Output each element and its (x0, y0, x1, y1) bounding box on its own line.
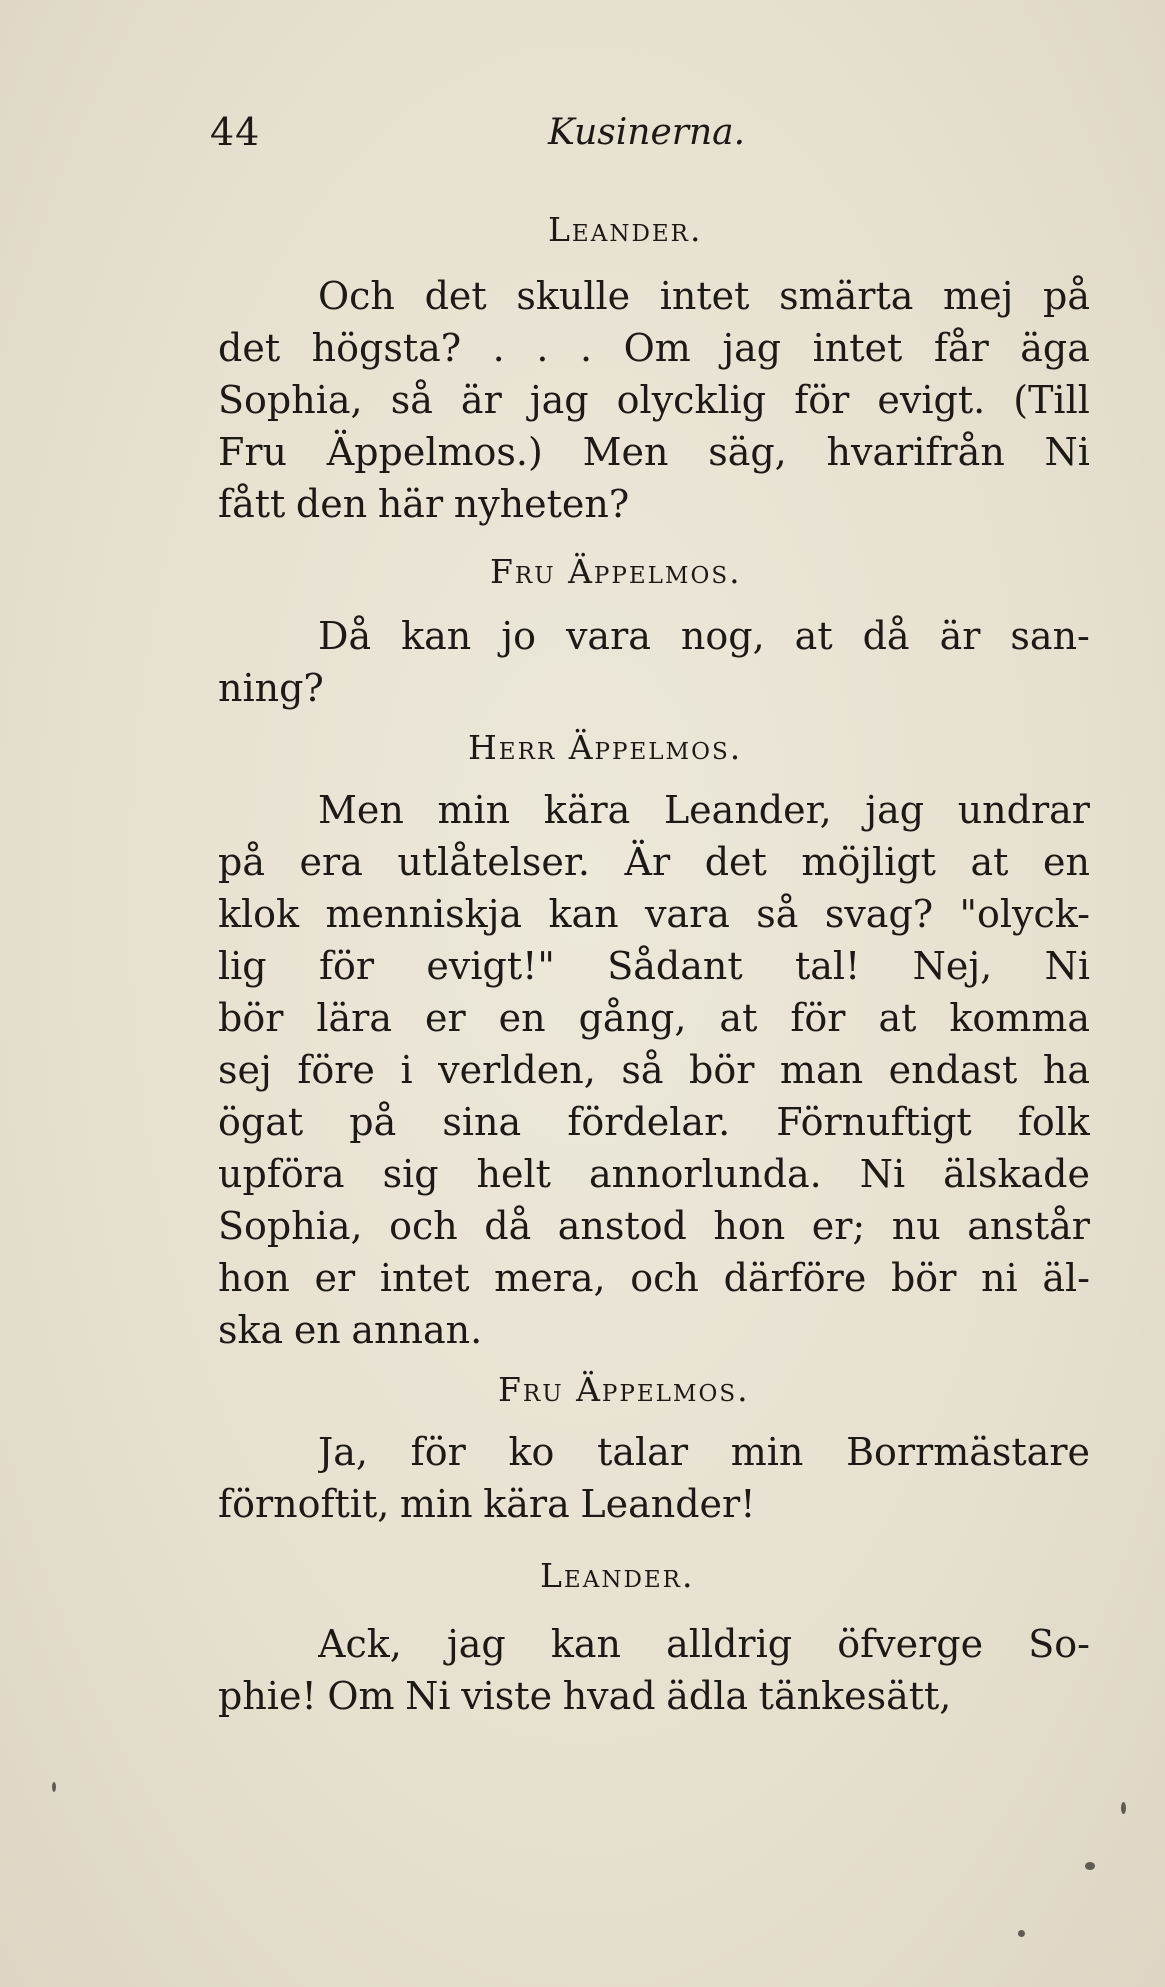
text-line: ska en annan. (218, 1308, 483, 1352)
text-line: upföra sig helt annorlunda. Ni älskade (218, 1152, 1090, 1196)
text-line: hon er intet mera, och därföre bör ni äl- (218, 1256, 1090, 1300)
text-line: fått den här nyheten? (218, 482, 630, 526)
text-line: ögat på sina fördelar. Förnuftigt folk (218, 1100, 1090, 1144)
speaker-heading: Herr Äppelmos. (468, 728, 743, 767)
ink-speck (1018, 1930, 1025, 1937)
text-line: Ja, för ko talar min Borrmästare (318, 1430, 1090, 1474)
speaker-heading: Fru Äppelmos. (490, 552, 742, 591)
speaker-heading: Leander. (540, 1556, 695, 1595)
running-title: Kusinerna. (548, 112, 746, 153)
text-line: phie! Om Ni viste hvad ädla tänkesätt, (218, 1674, 952, 1718)
text-line: klok menniskja kan vara så svag? "olyck- (218, 892, 1090, 936)
text-line: Sophia, och då anstod hon er; nu anstår (218, 1204, 1090, 1248)
text-line: det högsta? . . . Om jag intet får äga (218, 326, 1090, 370)
speaker-heading: Leander. (548, 210, 703, 249)
text-line: ning? (218, 666, 324, 710)
speaker-heading: Fru Äppelmos. (498, 1370, 750, 1409)
text-line: lig för evigt!" Sådant tal! Nej, Ni (218, 944, 1090, 988)
ink-speck (52, 1782, 56, 1792)
text-line: Men min kära Leander, jag undrar (318, 788, 1090, 832)
text-line: Sophia, så är jag olycklig för evigt. (Till (218, 378, 1090, 422)
page-header (210, 110, 1110, 170)
ink-speck (1085, 1862, 1095, 1870)
text-line: Ack, jag kan alldrig öfverge So- (318, 1622, 1090, 1666)
text-line: förnoftit, min kära Leander! (218, 1482, 756, 1526)
text-line: Fru Äppelmos.) Men säg, hvarifrån Ni (218, 430, 1090, 474)
ink-speck (1121, 1802, 1126, 1814)
text-line: på era utlåtelser. Är det möjligt at en (218, 840, 1090, 884)
text-line: Och det skulle intet smärta mej på (318, 274, 1090, 318)
page-number: 44 (210, 110, 261, 154)
text-line: Då kan jo vara nog, at då är san- (318, 614, 1090, 658)
text-line: sej före i verlden, så bör man endast ha (218, 1048, 1090, 1092)
text-line: bör lära er en gång, at för at komma (218, 996, 1090, 1040)
